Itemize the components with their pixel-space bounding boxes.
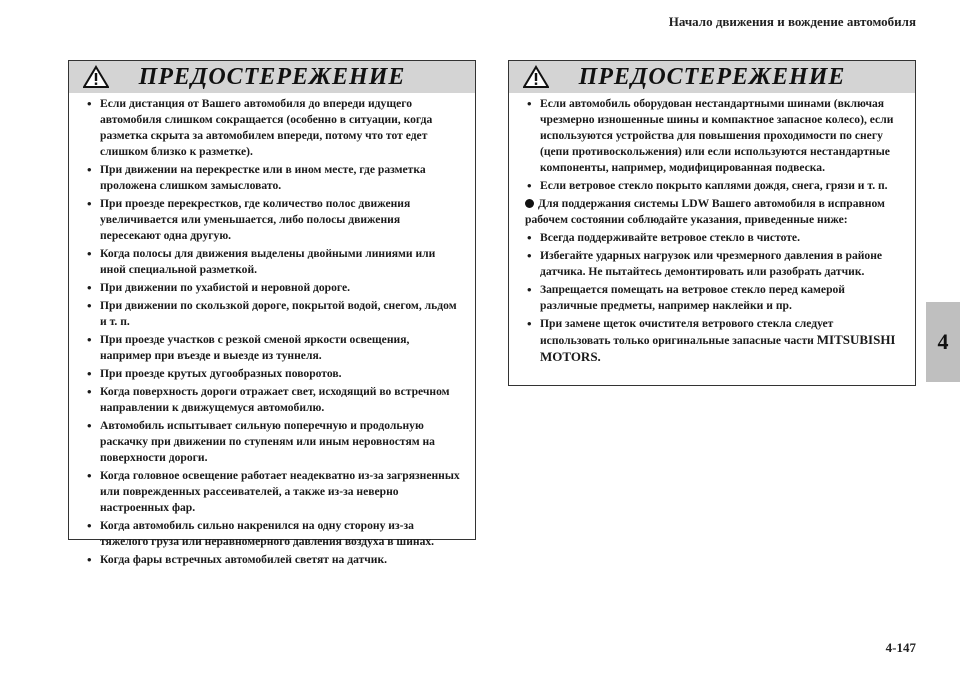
list-item: • Когда полосы для движения выделены двойными линиями или иной специальной разметкой. bbox=[85, 246, 463, 278]
list-item: • Автомобиль испытывает сильную поперечную и продольную раскачку при движении по ступеням или иным неровностям на поверхности дороги. bbox=[85, 418, 463, 466]
list-item: • При движении по скользкой дороге, покрытой водой, снегом, льдом и т. п. bbox=[85, 298, 463, 330]
page-number: 4-147 bbox=[885, 640, 916, 655]
list-item bbox=[525, 316, 903, 366]
list-item: • При проезде крутых дугообразных поворотов. bbox=[85, 366, 463, 382]
warning-title: ПРЕДОСТЕРЕЖЕНИЕ bbox=[138, 63, 406, 90]
warning-body bbox=[509, 93, 915, 366]
list-item-text: При замене щеток очистителя ветрового стекла следует использовать только оригинальные запасные части bbox=[540, 317, 834, 347]
brand-name: MITSUBISHI MOTORS. bbox=[540, 332, 896, 364]
note-text: Для поддержания системы LDW Вашего автомобиля в исправном рабочем состоянии соблюдайте указания, приведенные ниже: bbox=[525, 197, 885, 226]
list-item: • При проезде участков с резкой сменой яркости освещения, например при въезде и выезде из туннеля. bbox=[85, 332, 463, 364]
list-item: • Если дистанция от Вашего автомобиля до впереди идущего автомобиля слишком сокращается (особенно в ситуации, когда разметка скрыта за автомобилем впереди, потому что тот едет слишком близко к разметке). bbox=[85, 96, 463, 160]
warning-body bbox=[69, 93, 475, 568]
chapter-tab: 4 bbox=[926, 302, 960, 382]
list-item: • Избегайте ударных нагрузок или чрезмерного давления в районе датчика. Не пытайтесь демонтировать или разобрать датчик. bbox=[525, 248, 903, 280]
list-item: • При движении на перекрестке или в ином месте, где разметка проложена слишком замысловато. bbox=[85, 162, 463, 194]
list-item: • Когда поверхность дороги отражает свет, исходящий во встречном направлении к движущемуся автомобилю. bbox=[85, 384, 463, 416]
maintenance-list bbox=[525, 230, 903, 366]
warning-box-right bbox=[508, 60, 916, 386]
warning-box-left bbox=[68, 60, 476, 566]
note-bullet-icon bbox=[525, 199, 534, 208]
list-item: • При движении по ухабистой и неровной дороге. bbox=[85, 280, 463, 296]
warning-triangle-icon bbox=[83, 65, 109, 89]
list-item: • При проезде перекрестков, где количество полос движения увеличивается или уменьшается, либо полосы движения пересекают одна другую. bbox=[85, 196, 463, 244]
list-item: • Когда автомобиль сильно накренился на одну сторону из-за тяжелого груза или неравномерного давления воздуха в шинах. bbox=[85, 518, 463, 550]
running-header: Начало движения и вождение автомобиля bbox=[668, 14, 916, 29]
list-item: • Если автомобиль оборудован нестандартными шинами (включая чрезмерно изношенные шины и компактное запасное колесо), если используются устройства для повышения проходимости по снегу (цепи противоскольжения) или если используются нестандартные компоненты, например, модифицированная подвеска. bbox=[525, 96, 903, 176]
list-item: • Когда фары встречных автомобилей светят на датчик. bbox=[85, 552, 463, 568]
note-paragraph bbox=[525, 196, 903, 228]
list-item: • Если ветровое стекло покрыто каплями дождя, снега, грязи и т. п. bbox=[525, 178, 903, 194]
warning-triangle-icon bbox=[523, 65, 549, 89]
warning-title: ПРЕДОСТЕРЕЖЕНИЕ bbox=[578, 63, 846, 90]
warning-header bbox=[509, 61, 915, 93]
warning-list bbox=[525, 96, 903, 194]
warning-header bbox=[69, 61, 475, 93]
list-item: • Запрещается помещать на ветровое стекло перед камерой различные предметы, например наклейки и пр. bbox=[525, 282, 903, 314]
list-item: • Когда головное освещение работает неадекватно из-за загрязненных или поврежденных рассеивателей, а также из-за неверно настроенных фар. bbox=[85, 468, 463, 516]
list-item: • Всегда поддерживайте ветровое стекло в чистоте. bbox=[525, 230, 903, 246]
warning-list bbox=[85, 96, 463, 568]
